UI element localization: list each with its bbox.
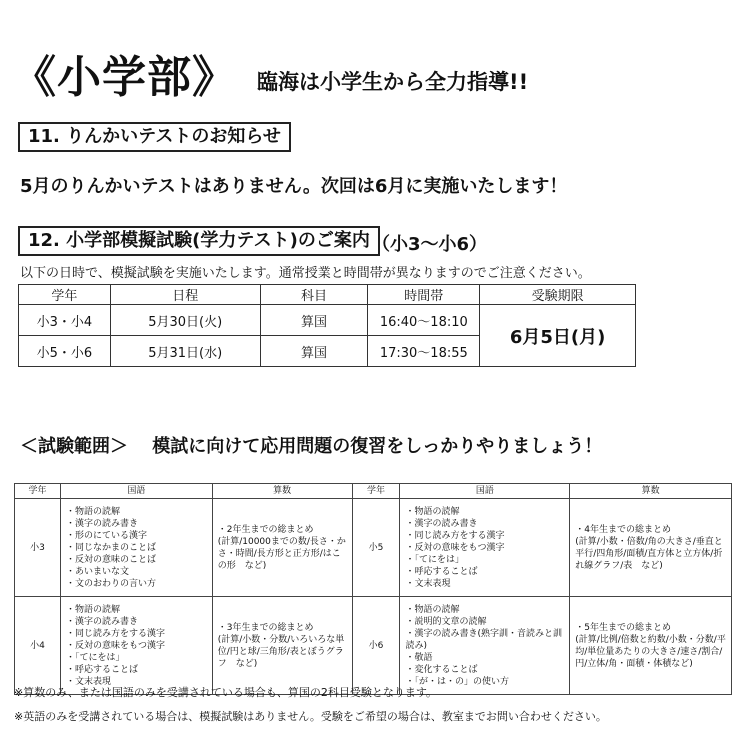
- scope-math-head: ・ 3年生までの総まとめ: [218, 622, 347, 634]
- exam-deadline: 6月5日(月): [480, 305, 636, 367]
- scope-grade: 小4: [15, 597, 61, 695]
- scope-grade: 小5: [352, 499, 400, 597]
- scope-japanese: [60, 597, 212, 695]
- scope-item: ・ 変化することば: [405, 664, 564, 676]
- scope-header-row: [15, 484, 732, 499]
- scope-item: ・ 形のにている漢字: [66, 530, 207, 542]
- schedule-header-grade: 学年: [19, 285, 111, 305]
- footnote: ※算数のみ、または国語のみを受講されている場合も、算国の2科目受験となります。: [14, 686, 437, 699]
- scope-math-head: ・ 5年生までの総まとめ: [575, 622, 726, 634]
- scope-item: ・ 物語の読解: [405, 506, 564, 518]
- scope-math-head: ・ 2年生までの総まとめ: [218, 524, 347, 536]
- section-12-title: 12. 小学部模擬試験(学力テスト)のご案内: [18, 226, 380, 256]
- schedule-subject: 算国: [260, 305, 368, 336]
- schedule-time: 16:40～18:10: [368, 305, 480, 336]
- scope-item: ・ 「てにをは」: [66, 652, 207, 664]
- scope-item: ・ 説明的文章の読解: [405, 616, 564, 628]
- scope-item: ・ 同じなかまのことば: [66, 542, 207, 554]
- scope-math-head: ・ 4年生までの総まとめ: [575, 524, 726, 536]
- scope-item: ・ 物語の読解: [66, 506, 207, 518]
- page-header: [12, 34, 529, 103]
- footnote: ※英語のみを受講されている場合は、模擬試験はありません。受験をご希望の場合は、教室までお問い合わせください。: [14, 710, 607, 723]
- section-11-title: 11. りんかいテストのお知らせ: [18, 122, 291, 152]
- scope-item: ・ 反対の意味をもつ漢字: [66, 640, 207, 652]
- schedule-grade: 小3・小4: [19, 305, 111, 336]
- scope-math-body: (計算/比例/倍数と約数/小数・分数/平均/単位量あたりの大きさ/速さ/割合/円/立体/角・面積・体積など): [575, 634, 726, 669]
- scope-header-grade: 学年: [15, 484, 61, 499]
- scope-item: ・ 物語の読解: [405, 604, 564, 616]
- exam-schedule-table: [18, 284, 636, 367]
- schedule-row: [19, 305, 636, 336]
- scope-header-grade: 学年: [352, 484, 400, 499]
- schedule-header-row: [19, 285, 636, 305]
- scope-header-japanese: 国語: [60, 484, 212, 499]
- schedule-date: 5月30日(火): [110, 305, 260, 336]
- exam-scope-table: [14, 483, 732, 695]
- schedule-header-time: 時間帯: [368, 285, 480, 305]
- scope-row: [15, 499, 732, 597]
- exam-range-message: 模試に向けて応用問題の復習をしっかりやりましょう！: [152, 436, 603, 457]
- rinkai-test-notice: 5月のりんかいテストはありません。次回は6月に実施いたします！: [20, 176, 568, 197]
- exam-range-label: ＜試験範囲＞: [20, 436, 128, 457]
- scope-math-body: (計算/小数・分数/いろいろな単位/円と球/三角形/表とぼうグラフ など): [217, 634, 345, 669]
- scope-item: ・ 文末表現: [405, 578, 564, 590]
- scope-item: ・ 反対の意味をもつ漢字: [405, 542, 564, 554]
- scope-header-math: 算数: [570, 484, 732, 499]
- scope-item: ・ 物語の読解: [66, 604, 207, 616]
- scope-item: ・ 漢字の読み書き(熟字訓・音読みと訓読み): [405, 628, 564, 652]
- page-subtitle: 臨海は小学生から全力指導!!: [257, 70, 529, 94]
- scope-math: [212, 499, 352, 597]
- scope-japanese: [400, 499, 570, 597]
- scope-item: ・ 「が・は・の」の使い方: [405, 676, 564, 688]
- schedule-date: 5月31日(水): [110, 336, 260, 367]
- schedule-grade: 小5・小6: [19, 336, 111, 367]
- schedule-subject: 算国: [260, 336, 368, 367]
- scope-item: ・ 同じ読み方をする漢字: [405, 530, 564, 542]
- schedule-header-subject: 科目: [260, 285, 368, 305]
- exam-intro-text: 以下の日時で、模擬試験を実施いたします。通常授業と時間帯が異なりますのでご注意ください。: [20, 266, 591, 281]
- scope-header-japanese: 国語: [400, 484, 570, 499]
- scope-math-body: (計算/10000までの数/長さ・かさ・時間/長方形と正方形/はこの形 など): [217, 536, 346, 571]
- scope-item: ・ 漢字の読み書き: [66, 518, 207, 530]
- schedule-header-date: 日程: [110, 285, 260, 305]
- scope-math: [212, 597, 352, 695]
- scope-item: ・ 「てにをは」: [405, 554, 564, 566]
- scope-japanese: [400, 597, 570, 695]
- schedule-header-deadline: 受験期限: [480, 285, 636, 305]
- scope-item: ・ 呼応することば: [405, 566, 564, 578]
- scope-grade: 小6: [352, 597, 400, 695]
- scope-item: ・ 敬語: [405, 652, 564, 664]
- section-12-grades: （小3～小6）: [372, 234, 488, 255]
- scope-item: ・ 呼応することば: [66, 664, 207, 676]
- scope-japanese: [60, 499, 212, 597]
- scope-item: ・ 文末表現: [66, 676, 207, 688]
- scope-item: ・ あいまいな文: [66, 566, 207, 578]
- scope-item: ・ 反対の意味のことば: [66, 554, 207, 566]
- scope-item: ・ 漢字の読み書き: [66, 616, 207, 628]
- scope-item: ・ 漢字の読み書き: [405, 518, 564, 530]
- scope-row: [15, 597, 732, 695]
- scope-math: [570, 597, 732, 695]
- page-title: 《小学部》: [12, 52, 237, 103]
- schedule-time: 17:30～18:55: [368, 336, 480, 367]
- scope-math-body: (計算/小数・倍数/角の大きさ/垂直と平行/四角形/面積/直方体と立方体/折れ線グラフ/表 など): [575, 536, 723, 571]
- exam-range-heading: [20, 432, 602, 458]
- scope-header-math: 算数: [212, 484, 352, 499]
- scope-item: ・ 同じ読み方をする漢字: [66, 628, 207, 640]
- scope-math: [570, 499, 732, 597]
- scope-item: ・ 文のおわりの言い方: [66, 578, 207, 590]
- scope-grade: 小3: [15, 499, 61, 597]
